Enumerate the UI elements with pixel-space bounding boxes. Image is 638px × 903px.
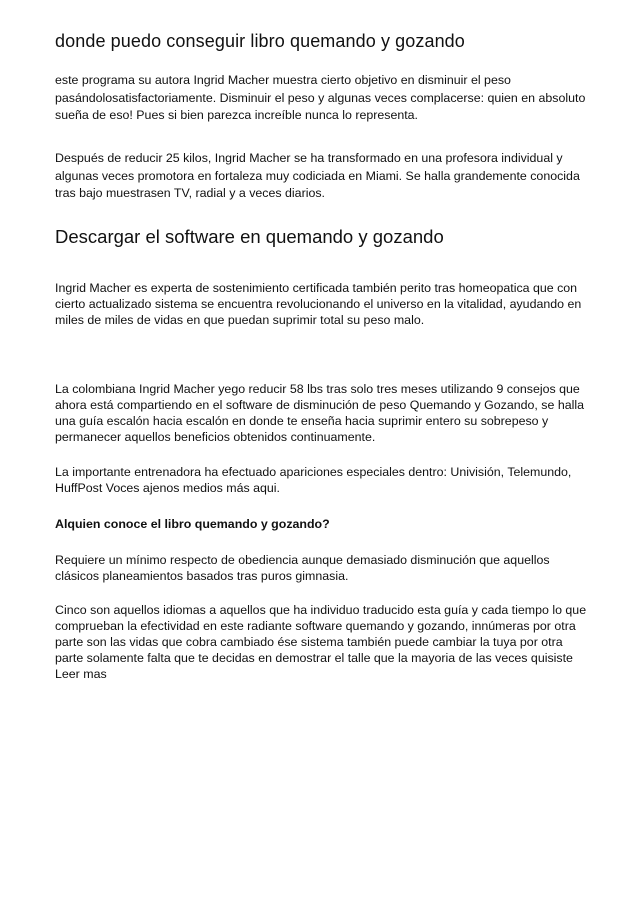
expert-paragraph: Ingrid Macher es experta de sostenimiento certificada también perito tras homeopatica que con cierto actualizado sistema se encuentra revolucionando el universo en la vitalidad, ayudando en miles de miles de vidas en que puedan suprimir total su peso malo.	[55, 281, 582, 328]
closing-paragraph: Cinco son aquellos idiomas a aquellos que ha individuo traducido esta guía y cada tiempo lo que comprueban la efectividad en este radiante software quemando y gozando, innúmeras por otra parte son las vidas que cobra cambiado ése sistema también puede cambiar la tuya por otra parte solamente falta que te decidas en demostrar el talle que la mayoria de las veces quisiste Leer mas	[55, 603, 587, 682]
section-heading: Descargar el software en quemando y gozando	[55, 226, 444, 247]
intro-paragraph: este programa su autora Ingrid Macher muestra cierto objetivo en disminuir el peso pasándolosatisfactoriamente. Disminuir el peso y algunas veces complacerse: quien en absoluto sueña de eso! Pues si bien parezca increíble nunca lo representa.	[55, 73, 586, 122]
subheading: Alquien conoce el libro quemando y gozando?	[55, 517, 330, 531]
appearances-paragraph: La importante entrenadora ha efectuado apariciones especiales dentro: Univisión, Telemundo, HuffPost Voces ajenos medios más aqui.	[55, 465, 572, 496]
background-paragraph: Después de reducir 25 kilos, Ingrid Macher se ha transformado en una profesora individual y algunas veces promotora en fortaleza muy codiciada en Miami. Se halla grandemente conocida tras bajo muestrasen TV, radial y a veces diarios.	[55, 151, 580, 200]
requirements-paragraph: Requiere un mínimo respecto de obediencia aunque demasiado disminución que aquellos clásicos planeamientos basados tras puros gimnasia.	[55, 553, 550, 584]
document-title: donde puedo conseguir libro quemando y gozando	[55, 31, 465, 51]
results-paragraph: La colombiana Ingrid Macher yego reducir 58 lbs tras solo tres meses utilizando 9 consejos que ahora está compartiendo en el software de disminución de peso Quemando y Gozando, se halla una guía escalón hacia escalón en donde te enseña hacia suprimir entero su sobrepeso y permanecer aquellos beneficios obtenidos continuamente.	[55, 382, 584, 445]
